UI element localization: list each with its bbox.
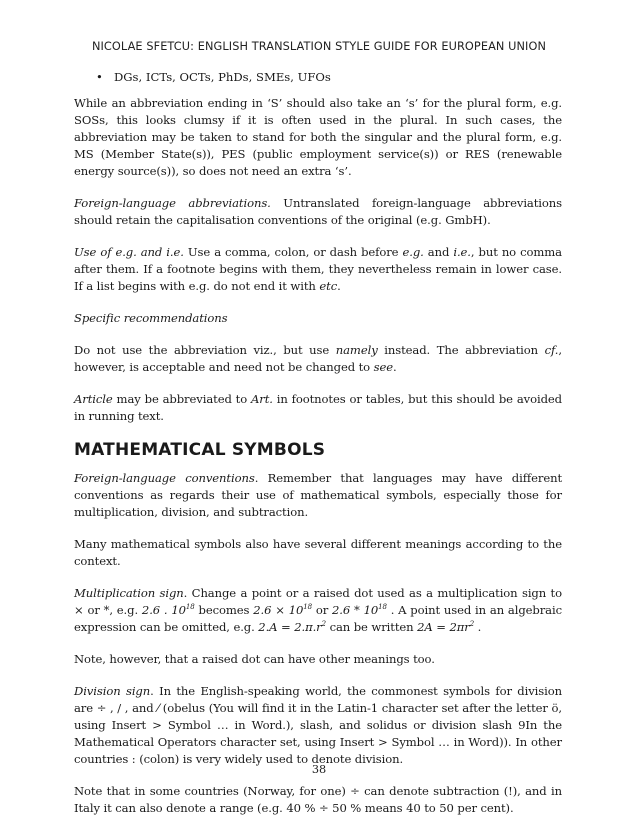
italic-term: i.e. <box>453 245 471 259</box>
paragraph-multiplication-sign <box>74 585 562 636</box>
paragraph-raised-dot-note: Note, however, that a raised dot can have other meanings too. <box>74 652 435 666</box>
math-expression <box>142 603 195 617</box>
paragraph-text: . Remember that languages may have different conventions as regards their use of mathematical symbols, especially those for multiplication, division, and subtraction. <box>74 471 563 519</box>
text-run: . <box>474 620 482 634</box>
paragraph-foreign-abbreviations <box>74 195 562 229</box>
text-run: and <box>423 245 454 259</box>
italic-term: see <box>373 360 394 374</box>
math-expression <box>258 620 326 634</box>
paragraph-text: . In the English-speaking world, the commonest symbols for division are ÷ , / , and ⁄ (obelus (You will find it in the Latin-1 character set after the letter ö, using Insert > Symbol … in Word.), slash, and solidus or division slash 9In the Mathematical Operators character set, using Insert > Symbol … in Word)). In other countries : (colon) is very widely used to denote division. <box>74 684 562 766</box>
text-run: instead. The abbreviation <box>377 343 545 357</box>
running-header: NICOLAE SFETCU: ENGLISH TRANSLATION STYLE GUIDE FOR EUROPEAN UNION <box>91 40 547 53</box>
text-run: or <box>311 603 333 617</box>
math-expression <box>417 620 474 634</box>
math-exponent: 18 <box>378 603 387 611</box>
paragraph-viz <box>74 342 562 376</box>
math-exponent: 18 <box>303 603 312 611</box>
page-body <box>74 69 562 832</box>
text-run: in footnotes or tables, but this should be avoided in running text. <box>74 392 562 423</box>
text-run: , however, is acceptable and need not be changed to <box>74 343 562 374</box>
text-run: can be written <box>325 620 418 634</box>
math-base: 2.6 × 10 <box>253 603 304 617</box>
text-run: Do not use the abbreviation viz., but use <box>74 343 336 357</box>
paragraph-lead: Foreign-language conventions <box>74 471 255 485</box>
paragraph-lead: Specific recommendations <box>74 311 228 325</box>
text-run: . <box>337 279 341 293</box>
page-number: 38 <box>311 763 327 776</box>
text-run: . <box>393 360 397 374</box>
section-heading: MATHEMATICAL SYMBOLS <box>74 440 326 460</box>
paragraph-lead: Article <box>74 392 113 406</box>
paragraph-division-sign <box>74 683 562 768</box>
paragraph-subtraction-note: Note that in some countries (Norway, for one) ÷ can denote subtraction (!), and in Italy it can also denote a range (e.g. 40 % ÷ 50 % means 40 to 50 per cent). <box>74 784 562 815</box>
text-run: . Change a point or a raised dot used as a multiplication sign to × or *, e.g. <box>74 586 562 617</box>
paragraph-lead: Use of e.g. and i.e. <box>74 245 184 259</box>
italic-term: Art. <box>251 392 273 406</box>
paragraph-foreign-conventions <box>74 470 562 521</box>
list-item: • DGs, ICTs, OCTs, PhDs, SMEs, UFOs <box>114 69 562 86</box>
italic-term: etc <box>319 279 338 293</box>
math-exponent: 2 <box>469 620 475 628</box>
paragraph-text: Untranslated foreign-language abbreviations should retain the capitalisation conventions of the original (e.g. GmbH). <box>74 196 563 227</box>
text-run: becomes <box>194 603 254 617</box>
text-run: Use a comma, colon, or dash before <box>183 245 403 259</box>
italic-term: e.g. <box>402 245 424 259</box>
paragraph-plural-abbreviations: While an abbreviation ending in ‘S’ should also take an ‘s’ for the plural form, e.g. SOSs, this looks clumsy if it is often used in the plural. In such cases, the abbreviation may be taken to stand for both the singular and the plural form, e.g. MS (Member State(s)), PES (public employment service(s)) or RES (renewable energy source(s)), so does not need an extra ‘s’. <box>74 96 562 178</box>
abbreviation-list <box>74 69 562 86</box>
text-run: may be abbreviated to <box>112 392 252 406</box>
text-run: . A point used in an algebraic expression can be omitted, e.g. <box>74 603 562 634</box>
italic-term: cf. <box>544 343 559 357</box>
paragraph-lead: Multiplication sign <box>74 586 184 600</box>
math-base: 2.A = 2.π.r <box>258 620 322 634</box>
paragraph-specific-recommendations <box>74 310 562 327</box>
math-base: 2.6 . 10 <box>141 603 186 617</box>
math-base: 2.6 * 10 <box>332 603 379 617</box>
text-run: , but no comma after them. If a footnote begins with them, they nevertheless remain in lower case. If a list begins with e.g. do not end it with <box>74 245 562 293</box>
paragraph-eg-ie <box>74 244 562 295</box>
paragraph-lead: Foreign-language abbreviations. <box>74 196 271 210</box>
math-expression <box>253 603 312 617</box>
math-base: 2A = 2πr <box>417 620 470 634</box>
paragraph-lead: Division sign <box>74 684 151 698</box>
paragraph-article <box>74 391 562 425</box>
math-expression <box>332 603 387 617</box>
paragraph-multiple-meanings: Many mathematical symbols also have several different meanings according to the context. <box>74 537 562 568</box>
math-exponent: 18 <box>185 603 195 611</box>
italic-term: namely <box>335 343 378 357</box>
math-exponent: 2 <box>321 620 326 628</box>
